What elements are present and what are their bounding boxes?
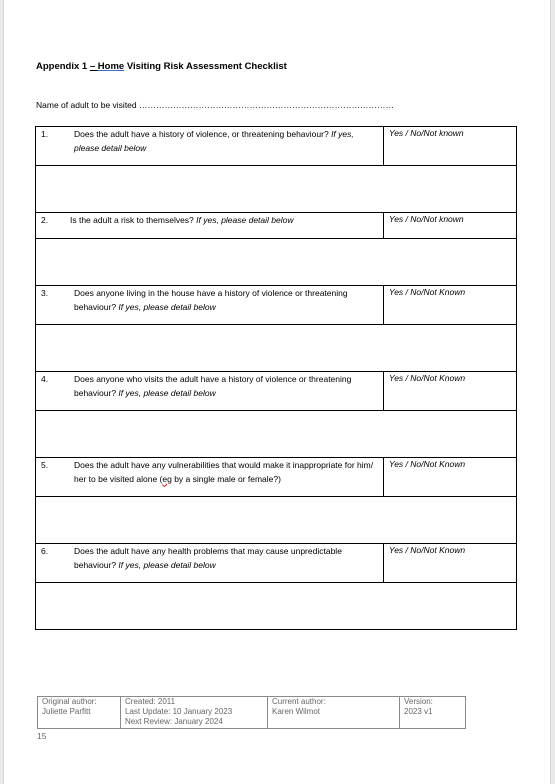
title-home-link: Home — [97, 61, 125, 72]
question-cell — [36, 127, 384, 166]
footer-dates: Created: 2011 Last Update: 10 January 2023 Next Review: January 2024 — [121, 697, 268, 729]
footer-version: Version: 2023 v1 — [400, 697, 466, 729]
checklist-table — [35, 126, 517, 630]
question-number: 3. — [41, 288, 49, 298]
question-cell — [36, 213, 384, 239]
question-note: If yes, please detail below — [74, 129, 354, 153]
title-rest: Visiting Risk Assessment Checklist — [124, 61, 287, 72]
detail-row — [36, 497, 517, 544]
detail-row — [36, 411, 517, 458]
answer-cell[interactable]: Yes / No/Not known — [384, 213, 517, 239]
answer-cell[interactable]: Yes / No/Not known — [384, 127, 517, 166]
answer-cell[interactable]: Yes / No/Not Known — [384, 286, 517, 325]
question-number: 4. — [41, 374, 49, 384]
question-cell — [36, 286, 384, 325]
question-row — [36, 127, 517, 166]
question-note: If yes, please detail below — [118, 559, 216, 570]
footer-original-author: Original author: Juliette Parfitt — [38, 697, 121, 729]
question-text: Does the adult have any vulnerabilities that would make it inappropriate for him/ her to be visited alone (eg by a single male or female?) — [74, 460, 374, 484]
answer-cell[interactable]: Yes / No/Not Known — [384, 458, 517, 497]
page-number: 15 — [37, 731, 47, 741]
question-text: Is the adult a risk to themselves? If yes, please detail below — [70, 215, 294, 225]
question-note: If yes, please detail below — [196, 215, 294, 225]
question-cell — [36, 544, 384, 583]
question-number: 6. — [41, 546, 49, 556]
detail-row — [36, 583, 517, 630]
page-title — [36, 61, 287, 72]
detail-cell[interactable] — [36, 583, 517, 630]
document-page — [3, 0, 551, 784]
question-number: 1. — [41, 129, 49, 139]
answer-cell[interactable]: Yes / No/Not Known — [384, 372, 517, 411]
detail-cell[interactable] — [36, 325, 517, 372]
spellcheck-word: eg — [162, 473, 172, 484]
question-cell — [36, 372, 384, 411]
footer-current-author: Current author: Karen Wilmot — [268, 697, 400, 729]
question-note: If yes, please detail below — [118, 387, 216, 398]
adult-name-field[interactable]: Name of adult to be visited ……………………………………………………………………………… — [36, 100, 395, 110]
detail-row — [36, 166, 517, 213]
detail-cell[interactable] — [36, 166, 517, 213]
question-note: If yes, please detail below — [118, 301, 216, 312]
question-row — [36, 544, 517, 583]
question-row — [36, 213, 517, 239]
question-number: 5. — [41, 460, 49, 470]
question-row — [36, 286, 517, 325]
question-row — [36, 458, 517, 497]
detail-row — [36, 239, 517, 286]
detail-row — [36, 325, 517, 372]
question-cell — [36, 458, 384, 497]
question-text: Does the adult have a history of violence, or threatening behaviour? If yes, please detail below — [74, 129, 354, 153]
question-row — [36, 372, 517, 411]
question-text: Does anyone who visits the adult have a history of violence or threatening behaviour? If yes, please detail below — [74, 374, 352, 398]
detail-cell[interactable] — [36, 239, 517, 286]
question-text: Does the adult have any health problems that may cause unpredictable behaviour? If yes, please detail below — [74, 546, 342, 570]
title-prefix: Appendix 1 — [36, 61, 90, 72]
document-footer — [37, 696, 466, 729]
title-dash: – — [89, 61, 98, 72]
question-text: Does anyone living in the house have a history of violence or threatening behaviour? If yes, please detail below — [74, 288, 348, 312]
answer-cell[interactable]: Yes / No/Not Known — [384, 544, 517, 583]
question-number: 2. — [41, 215, 49, 225]
detail-cell[interactable] — [36, 411, 517, 458]
detail-cell[interactable] — [36, 497, 517, 544]
